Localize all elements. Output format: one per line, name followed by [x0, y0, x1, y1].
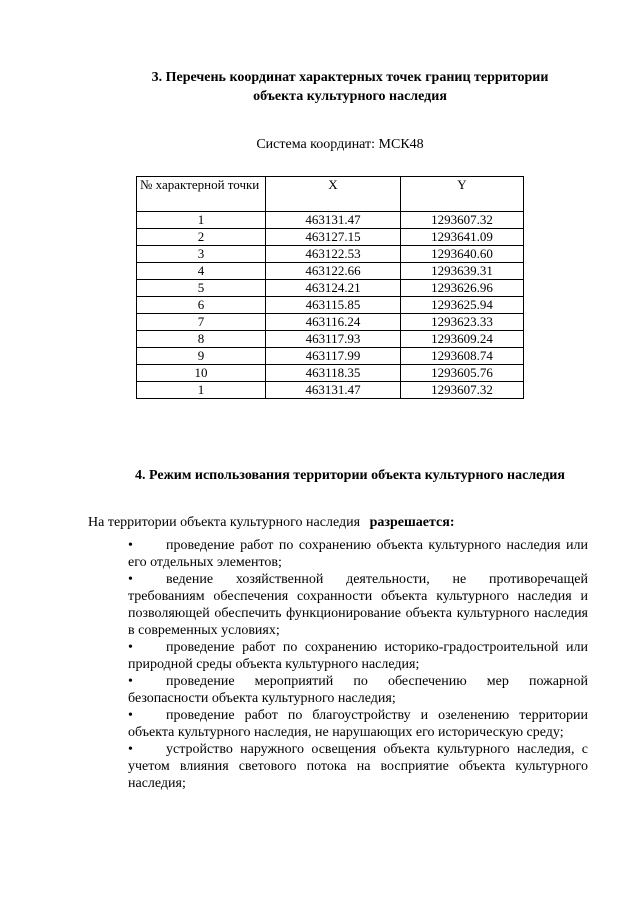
list-item-text: проведение работ по сохранению объекта культурного наследия или его отдельных элементов; — [128, 538, 588, 570]
table-row — [137, 297, 524, 314]
cell-x: 463115.85 — [266, 297, 401, 314]
cell-point: 6 — [137, 297, 266, 314]
cell-y: 1293641.09 — [401, 229, 524, 246]
table-row — [137, 382, 524, 399]
table-row — [137, 280, 524, 297]
cell-x: 463122.53 — [266, 246, 401, 263]
header-y: Y — [401, 177, 524, 212]
list-item-text: проведение работ по сохранению историко-градостроительной или природной среды объекта культурного наследия; — [128, 640, 588, 672]
list-item — [128, 639, 588, 673]
cell-y: 1293608.74 — [401, 348, 524, 365]
permitted-intro — [88, 515, 455, 531]
bullet: • — [128, 640, 133, 655]
cell-y: 1293607.32 — [401, 212, 524, 229]
cell-x: 463127.15 — [266, 229, 401, 246]
cell-point: 8 — [137, 331, 266, 348]
cell-x: 463131.47 — [266, 212, 401, 229]
list-item — [128, 571, 588, 639]
bullet: • — [128, 674, 133, 689]
bullet: • — [128, 708, 133, 723]
table-row — [137, 229, 524, 246]
list-item-text: проведение работ по благоустройству и озеленению территории объекта культурного наследия, не нарушающих его историческую среду; — [128, 708, 588, 740]
cell-y: 1293605.76 — [401, 365, 524, 382]
list-item — [128, 741, 588, 792]
cell-x: 463117.99 — [266, 348, 401, 365]
cell-point: 4 — [137, 263, 266, 280]
header-point-number: № характерной точки — [137, 177, 266, 212]
cell-y: 1293625.94 — [401, 297, 524, 314]
cell-point: 9 — [137, 348, 266, 365]
cell-point: 7 — [137, 314, 266, 331]
list-item — [128, 537, 588, 571]
section-3-title — [100, 68, 600, 106]
coordinates-table — [136, 176, 524, 399]
cell-y: 1293609.24 — [401, 331, 524, 348]
bullet: • — [128, 742, 133, 757]
cell-point: 2 — [137, 229, 266, 246]
cell-y: 1293640.60 — [401, 246, 524, 263]
coordinate-system-label: Система координат: МСК48 — [256, 137, 424, 152]
cell-point: 3 — [137, 246, 266, 263]
list-item-text: ведение хозяйственной деятельности, не противоречащей требованиям обеспечения сохранности объекта культурного наследия и позволяющей обеспечить функционирование объекта культурного наследия в современных условиях; — [128, 572, 588, 638]
list-item — [128, 707, 588, 741]
bullet: • — [128, 538, 133, 553]
permitted-intro-text: На территории объекта культурного наследия — [88, 515, 361, 530]
cell-x: 463124.21 — [266, 280, 401, 297]
section-3-title-line2: объекта культурного наследия — [253, 89, 447, 104]
cell-x: 463131.47 — [266, 382, 401, 399]
cell-point: 1 — [137, 212, 266, 229]
table-row — [137, 263, 524, 280]
table-row — [137, 314, 524, 331]
list-item-text: проведение мероприятий по обеспечению мер пожарной безопасности объекта культурного наследия; — [128, 674, 588, 706]
table-row — [137, 246, 524, 263]
list-item — [128, 673, 588, 707]
cell-y: 1293623.33 — [401, 314, 524, 331]
cell-x: 463116.24 — [266, 314, 401, 331]
permitted-intro-bold: разрешается: — [369, 515, 455, 530]
table-header-row — [137, 177, 524, 212]
table-row — [137, 212, 524, 229]
cell-point: 1 — [137, 382, 266, 399]
table-row — [137, 365, 524, 382]
permitted-list — [128, 537, 588, 792]
section-3-title-line1: 3. Перечень координат характерных точек границ территории — [151, 70, 549, 85]
list-item-text: устройство наружного освещения объекта культурного наследия, с учетом влияния светового потока на восприятие объекта культурного наследия; — [128, 742, 588, 791]
cell-x: 463118.35 — [266, 365, 401, 382]
section-4-title: 4. Режим использования территории объекта культурного наследия — [135, 468, 565, 483]
table-row — [137, 348, 524, 365]
table-row — [137, 331, 524, 348]
cell-point: 5 — [137, 280, 266, 297]
cell-y: 1293607.32 — [401, 382, 524, 399]
cell-point: 10 — [137, 365, 266, 382]
header-x: X — [266, 177, 401, 212]
cell-x: 463117.93 — [266, 331, 401, 348]
bullet: • — [128, 572, 133, 587]
cell-x: 463122.66 — [266, 263, 401, 280]
cell-y: 1293626.96 — [401, 280, 524, 297]
cell-y: 1293639.31 — [401, 263, 524, 280]
